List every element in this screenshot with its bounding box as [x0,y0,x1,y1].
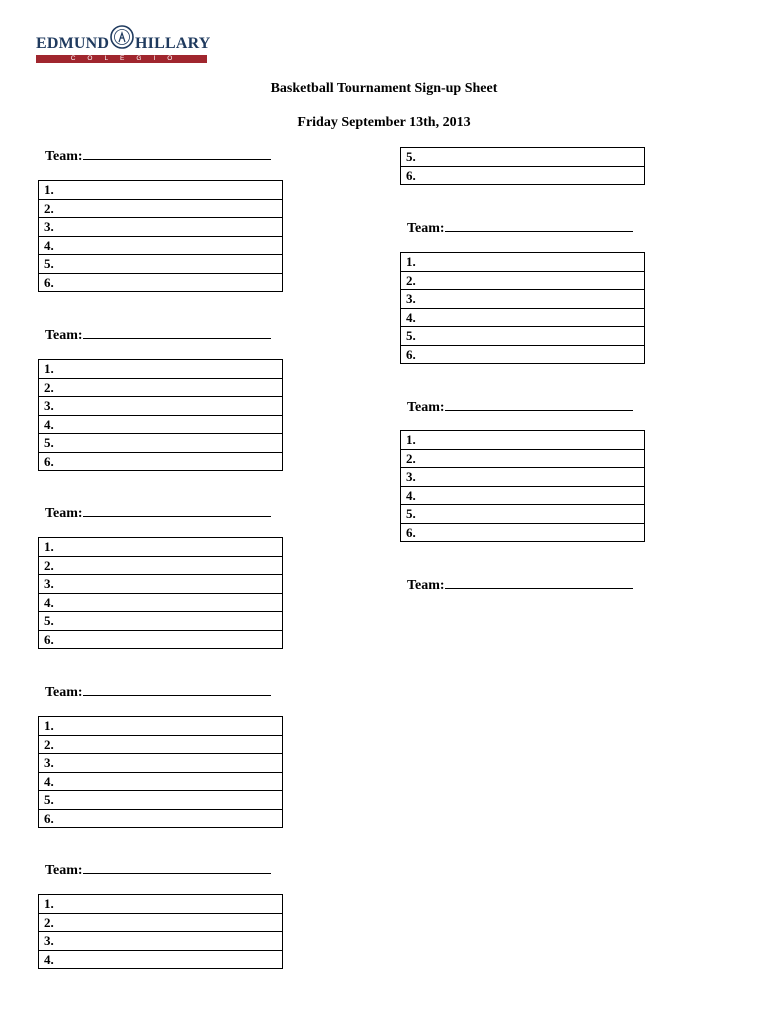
player-slot[interactable]: 5. [39,791,283,810]
team-name-field[interactable] [407,218,633,237]
player-slot[interactable]: 6. [401,345,645,364]
player-slot-row[interactable] [39,575,283,594]
page-title: Basketball Tournament Sign-up Sheet [270,81,498,96]
player-slot[interactable]: 2. [39,199,283,218]
player-slots-table [38,180,283,292]
player-slot[interactable]: 3. [39,397,283,416]
player-slot-row[interactable] [39,273,283,292]
player-slot[interactable]: 4. [401,486,645,505]
player-slot[interactable]: 4. [39,593,283,612]
player-slot[interactable]: 6. [401,166,645,185]
player-slot-row[interactable] [39,255,283,274]
player-slots-table [400,252,645,364]
player-slot[interactable]: 4. [39,950,283,969]
team-label: Team: [45,685,83,700]
team-label: Team: [407,221,445,236]
player-slot-row[interactable] [39,538,283,557]
player-slot-row[interactable] [39,791,283,810]
team-name-field[interactable] [45,682,271,701]
team-label: Team: [407,400,445,415]
player-slot[interactable]: 4. [39,772,283,791]
player-slot[interactable]: 1. [39,181,283,200]
player-slot[interactable]: 6. [401,523,645,542]
player-slot-row[interactable] [39,754,283,773]
player-slot-row[interactable] [39,452,283,471]
player-slot[interactable]: 5. [401,148,645,167]
player-slot-row[interactable] [39,630,283,649]
player-slot-row[interactable] [401,290,645,309]
player-slot-row[interactable] [39,181,283,200]
player-slot-row[interactable] [39,236,283,255]
player-slot[interactable]: 5. [39,255,283,274]
team-name-blank[interactable] [83,682,271,696]
team-name-blank[interactable] [445,218,633,232]
player-slot-row[interactable] [401,468,645,487]
player-slot[interactable]: 3. [39,932,283,951]
player-slot-row[interactable] [39,717,283,736]
player-slot-row[interactable] [39,218,283,237]
player-slots-table [38,359,283,471]
team-name-field[interactable] [45,146,271,165]
team-name-blank[interactable] [445,575,633,589]
player-slot[interactable]: 2. [39,913,283,932]
school-logo [36,24,211,66]
team-name-blank[interactable] [83,860,271,874]
player-slot[interactable]: 1. [39,717,283,736]
player-slot-row[interactable] [401,449,645,468]
player-slot-row[interactable] [401,271,645,290]
seal-icon [110,25,134,49]
player-slot-row[interactable] [39,735,283,754]
player-slot[interactable]: 4. [401,308,645,327]
player-slot-row[interactable] [401,253,645,272]
team-label: Team: [407,578,445,593]
player-slot[interactable]: 1. [39,360,283,379]
player-slot[interactable]: 3. [39,754,283,773]
player-slot-row[interactable] [401,431,645,450]
player-slot[interactable]: 5. [401,505,645,524]
player-slot-row[interactable] [39,556,283,575]
player-slots-table [38,894,283,969]
player-slot[interactable]: 4. [39,415,283,434]
team-name-blank[interactable] [83,503,271,517]
player-slot[interactable]: 2. [401,271,645,290]
player-slot[interactable]: 2. [401,449,645,468]
player-slot[interactable]: 6. [39,630,283,649]
player-slot-row[interactable] [401,523,645,542]
player-slot[interactable]: 3. [39,575,283,594]
player-slot-row[interactable] [39,895,283,914]
player-slot[interactable]: 3. [401,290,645,309]
player-slot-row[interactable] [401,166,645,185]
player-slot-row[interactable] [39,809,283,828]
player-slot[interactable]: 3. [39,218,283,237]
player-slot-row[interactable] [401,148,645,167]
team-name-blank[interactable] [445,397,633,411]
player-slot[interactable]: 6. [39,452,283,471]
team-label: Team: [45,149,83,164]
player-slot[interactable]: 1. [39,895,283,914]
player-slot[interactable]: 2. [39,735,283,754]
player-slot-row[interactable] [39,360,283,379]
logo-word-hillary: HILLARY [135,35,211,52]
team-name-field[interactable] [45,503,271,522]
player-slot[interactable]: 3. [401,468,645,487]
player-slot-row[interactable] [39,378,283,397]
logo-subtitle: COLEGIO [70,55,185,62]
player-slot[interactable]: 5. [39,612,283,631]
logo-word-edmund: EDMUND [36,35,110,52]
player-slot[interactable]: 1. [401,431,645,450]
team-label: Team: [45,328,83,343]
player-slot-row[interactable] [39,593,283,612]
player-slot-row[interactable] [39,199,283,218]
team-name-field[interactable] [45,860,271,879]
team-name-field[interactable] [407,575,633,594]
player-slot-row[interactable] [39,932,283,951]
player-slot[interactable]: 2. [39,556,283,575]
player-slot[interactable]: 4. [39,236,283,255]
player-slot-row[interactable] [401,345,645,364]
player-slot[interactable]: 2. [39,378,283,397]
team-name-blank[interactable] [83,146,271,160]
player-slot-row[interactable] [401,486,645,505]
player-slot-row[interactable] [39,397,283,416]
player-slot-row[interactable] [39,415,283,434]
player-slots-table [38,716,283,828]
team-name-field[interactable] [45,325,271,344]
team-name-field[interactable] [407,397,633,416]
player-slot-row[interactable] [39,950,283,969]
team-label: Team: [45,506,83,521]
player-slots-table [400,147,645,185]
player-slot-row[interactable] [401,327,645,346]
player-slot-row[interactable] [39,612,283,631]
player-slot[interactable]: 1. [39,538,283,557]
player-slots-table [38,537,283,649]
event-date: Friday September 13th, 2013 [297,115,471,130]
player-slot[interactable]: 5. [39,434,283,453]
team-label: Team: [45,863,83,878]
player-slot[interactable]: 5. [401,327,645,346]
player-slot-row[interactable] [401,308,645,327]
player-slots-table [400,430,645,542]
player-slot-row[interactable] [401,505,645,524]
player-slot-row[interactable] [39,913,283,932]
player-slot-row[interactable] [39,772,283,791]
player-slot[interactable]: 6. [39,273,283,292]
team-name-blank[interactable] [83,325,271,339]
player-slot[interactable]: 6. [39,809,283,828]
player-slot-row[interactable] [39,434,283,453]
player-slot[interactable]: 1. [401,253,645,272]
